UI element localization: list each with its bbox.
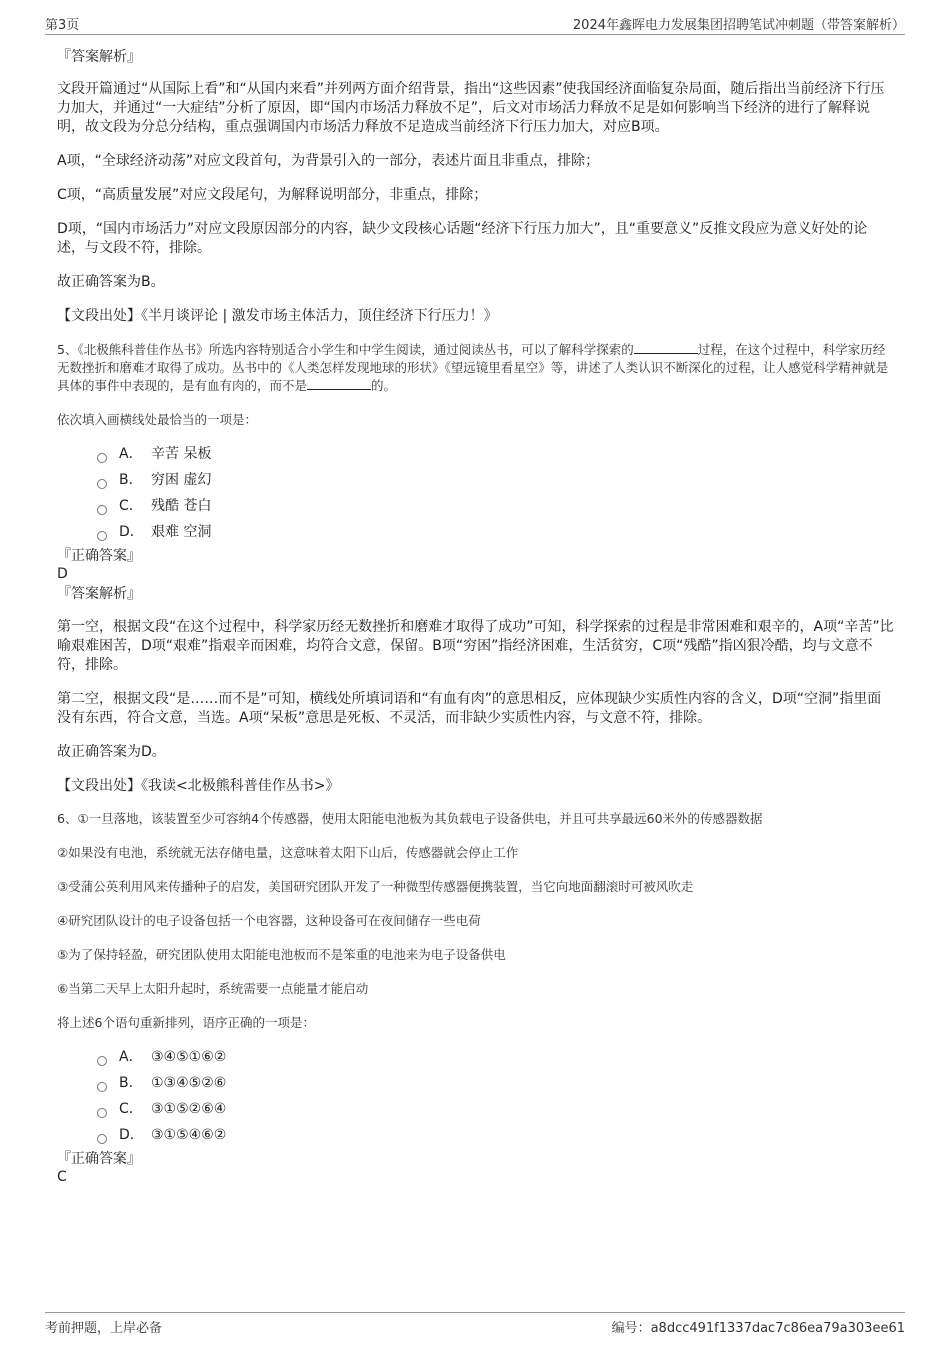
q5-prompt: 依次填入画横线处最恰当的一项是： — [57, 412, 258, 427]
q6-sentence-4: ④研究团队设计的电子设备包括一个电容器，这种设备可在夜间储存一些电荷 — [57, 913, 481, 928]
radio-icon[interactable] — [97, 453, 107, 463]
q6-sentence-1: 6、①一旦落地，该装置至少可容纳4个传感器，使用太阳能电池板为其负载电子设备供电，并且可共享最远60米外的传感器数据 — [57, 811, 763, 826]
radio-icon[interactable] — [97, 1082, 107, 1092]
q5-option-a[interactable]: A． 辛苦 呆板 — [97, 441, 895, 467]
q4-conclusion: 故正确答案为B。 — [57, 274, 165, 290]
q4-analysis-label: 『答案解析』 — [57, 49, 141, 65]
q5-options — [97, 441, 895, 545]
page-body — [57, 46, 895, 1186]
q6-option-a[interactable]: A． ③④⑤①⑥② — [97, 1044, 895, 1070]
q6-options — [97, 1044, 895, 1148]
radio-icon[interactable] — [97, 1056, 107, 1066]
radio-icon[interactable] — [97, 1134, 107, 1144]
q5-analysis-p2: 第二空，根据文段“是……而不是”可知，横线处所填词语和“有血有肉”的意思相反，应体现缺少实质性内容的含义，D项“空洞”指里面没有东西，符合文意，当选。A项“呆板”意思是死板、不灵活，而非缺少实质性内容，与文意不符，排除。 — [57, 691, 882, 726]
q6-sentence-6: ⑥当第二天早上太阳升起时，系统需要一点能量才能启动 — [57, 981, 369, 996]
q4-analysis-d: D项，“国内市场活力”对应文段原因部分的内容，缺少文段核心话题“经济下行压力加大”，且“重要意义”反推文段应为意义好处的论述，与文段不符，排除。 — [57, 221, 868, 256]
page-footer — [45, 1312, 905, 1335]
q6-answer: C — [57, 1169, 67, 1185]
q4-source: 【文段出处】《半月谈评论 | 激发市场主体活力，顶住经济下行压力！》 — [57, 308, 498, 324]
q6-answer-label: 『正确答案』 — [57, 1151, 141, 1167]
q6-option-c[interactable]: C． ③①⑤②⑥④ — [97, 1096, 895, 1122]
document-title: 2024年鑫晖电力发展集团招聘笔试冲刺题（带答案解析） — [572, 18, 905, 33]
q5-option-b[interactable]: B． 穷困 虚幻 — [97, 467, 895, 493]
q5-analysis-p1: 第一空，根据文段“在这个过程中，科学家历经无数挫折和磨难才取得了成功”可知，科学探索的过程是非常困难和艰辛的，A项“辛苦”比喻艰难困苦，D项“艰难”指艰辛而困难，均符合文意，保留。B项“穷困”指经济困难，生活贫穷，C项“残酷”指凶狠冷酷，均与文意不符，排除。 — [57, 619, 894, 673]
q6-prompt: 将上述6个语句重新排列，语序正确的一项是： — [57, 1015, 315, 1030]
q5-blank-1 — [634, 341, 698, 354]
q6-sentence-5: ⑤为了保持轻盈，研究团队使用太阳能电池板而不是笨重的电池来为电子设备供电 — [57, 947, 506, 962]
document-id: 编号：a8dcc491f1337dac7c86ea79a303ee61 — [611, 1321, 905, 1336]
q6-option-b[interactable]: B． ①③④⑤②⑥ — [97, 1070, 895, 1096]
q5-option-c[interactable]: C． 残酷 苍白 — [97, 493, 895, 519]
footer-slogan: 考前押题，上岸必备 — [45, 1321, 163, 1336]
q5-analysis-label: 『答案解析』 — [57, 586, 141, 602]
q4-analysis-c: C项，“高质量发展”对应文段尾句，为解释说明部分，非重点，排除； — [57, 187, 488, 203]
q6-sentences — [57, 810, 895, 1032]
radio-icon[interactable] — [97, 531, 107, 541]
radio-icon[interactable] — [97, 1108, 107, 1118]
q4-analysis-p1: 文段开篇通过“从国际上看”和“从国内来看”并列两方面介绍背景，指出“这些因素”使我国经济面临复杂局面，随后指出当前经济下行压力加大，并通过“一大症结”分析了原因，即“国内市场活力释放不足”，后文对市场活力释放不足是如何影响当下经济的进行了解释说明，故文段为分总分结构，重点强调国内市场活力释放不足造成当前经济下行压力加大，对应B项。 — [57, 81, 885, 135]
q5-stem: 5、《北极熊科普佳作丛书》所选内容特别适合小学生和中学生阅读，通过阅读丛书，可以了解科学探索的 过程，在这个过程中，科学家历经无数挫折和磨难才取得了成功。丛书中的《人类怎样发现地球的形状》《望远镜里看星空》等，讲述了人类认识不断深化的过程，让人感觉科学精神就是具体的事件中表现的，是有血有肉的，而不是 的。 — [57, 342, 889, 393]
q5-answer-label: 『正确答案』 — [57, 548, 141, 564]
radio-icon[interactable] — [97, 505, 107, 515]
q6-sentence-3: ③受蒲公英利用风来传播种子的启发，美国研究团队开发了一种微型传感器便携装置，当它向地面翻滚时可被风吹走 — [57, 879, 694, 894]
page-number: 第3页 — [45, 18, 80, 33]
q5-blank-2 — [307, 377, 371, 390]
q5-option-d[interactable]: D． 艰难 空洞 — [97, 519, 895, 545]
q4-analysis-a: A项，“全球经济动荡”对应文段首句，为背景引入的一部分，表述片面且非重点，排除； — [57, 153, 600, 169]
radio-icon[interactable] — [97, 479, 107, 489]
page-header — [45, 14, 905, 35]
q6-option-d[interactable]: D． ③①⑤④⑥② — [97, 1122, 895, 1148]
q5-answer: D — [57, 566, 68, 582]
q5-conclusion: 故正确答案为D。 — [57, 744, 166, 760]
q5-source: 【文段出处】《我读<北极熊科普佳作丛书>》 — [57, 778, 340, 794]
q6-sentence-2: ②如果没有电池，系统就无法存储电量，这意味着太阳下山后，传感器就会停止工作 — [57, 845, 519, 860]
